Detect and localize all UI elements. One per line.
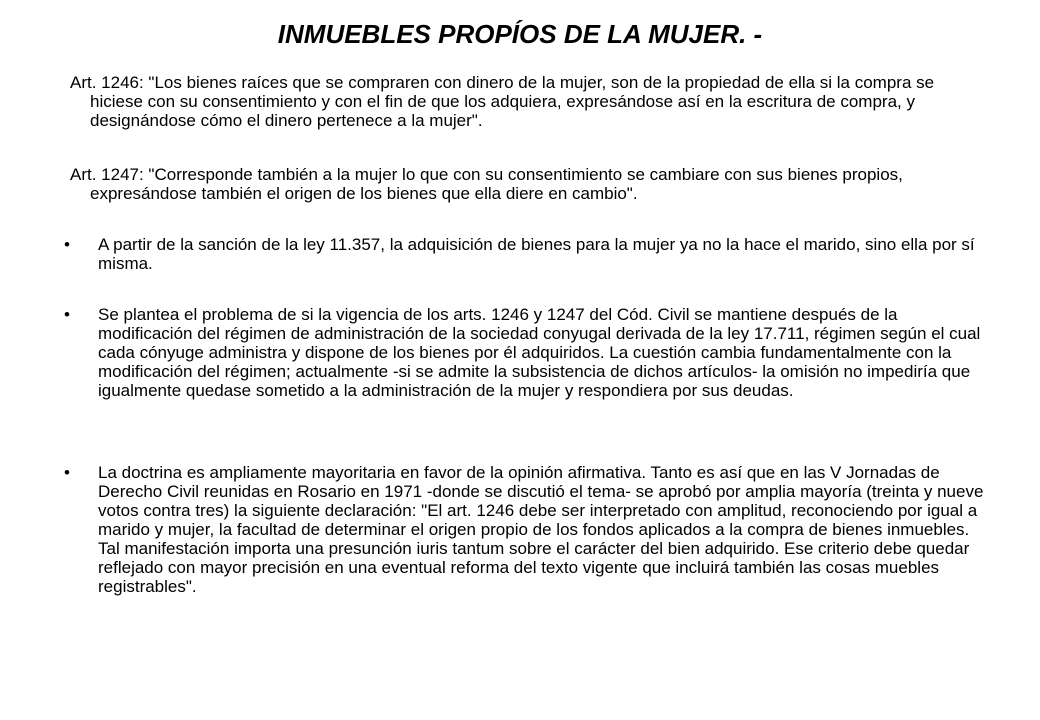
article-1246: Art. 1246: "Los bienes raíces que se compraren con dinero de la mujer, son de la propiedad de ella si la compra se hiciese con su consentimiento y con el fin de que los adquiera, expresándose así en la escritura de compra, y designándose cómo el dinero pertenece a la mujer". xyxy=(70,73,935,130)
bullet-text: La doctrina es ampliamente mayoritaria en favor de la opinión afirmativa. Tanto es así que en las V Jornadas de Derecho Civil reunidas en Rosario en 1971 -donde se discutió el tema- se aprobó por amplia mayoría (treinta y nueve votos contra tres) la siguiente declaración: "El art. 1246 debe ser interpretado con amplitud, reconociendo por igual a marido y mujer, la facultad de determinar el origen propio de los fondos aplicados a la compra de bienes inmuebles. Tal manifestación importa una presunción iuris tantum sobre el carácter del bien adquirido. Ese criterio debe quedar reflejado con mayor precisión en una eventual reforma del texto vigente que incluirá también las cosas muebles registrables". xyxy=(98,463,984,596)
bullet-text: Se plantea el problema de si la vigencia de los arts. 1246 y 1247 del Cód. Civil se mantiene después de la modificación del régimen de administración de la sociedad conyugal derivada de la ley 17.711, régimen según el cual cada cónyuge administra y dispone de los bienes por él adquiridos. La cuestión cambia fundamentalmente con la modificación del régimen; actualmente -si se admite la subsistencia de dichos artículos- la omisión no impediría que igualmente quedase sometido a la administración de la mujer y respondiera por sus deudas. xyxy=(98,305,981,400)
bullet-icon: • xyxy=(64,463,70,482)
bullet-text: A partir de la sanción de la ley 11.357, la adquisición de bienes para la mujer ya no la hace el marido, sino ella por sí misma. xyxy=(98,235,975,273)
page-title: INMUEBLES PROPÍOS DE LA MUJER. - xyxy=(277,19,763,49)
article-1247: Art. 1247: "Corresponde también a la mujer lo que con su consentimiento se cambiare con sus bienes propios, expresándose también el origen de los bienes que ella diere en cambio". xyxy=(70,165,903,203)
bullet-icon: • xyxy=(64,235,70,254)
bullet-icon: • xyxy=(64,305,70,324)
